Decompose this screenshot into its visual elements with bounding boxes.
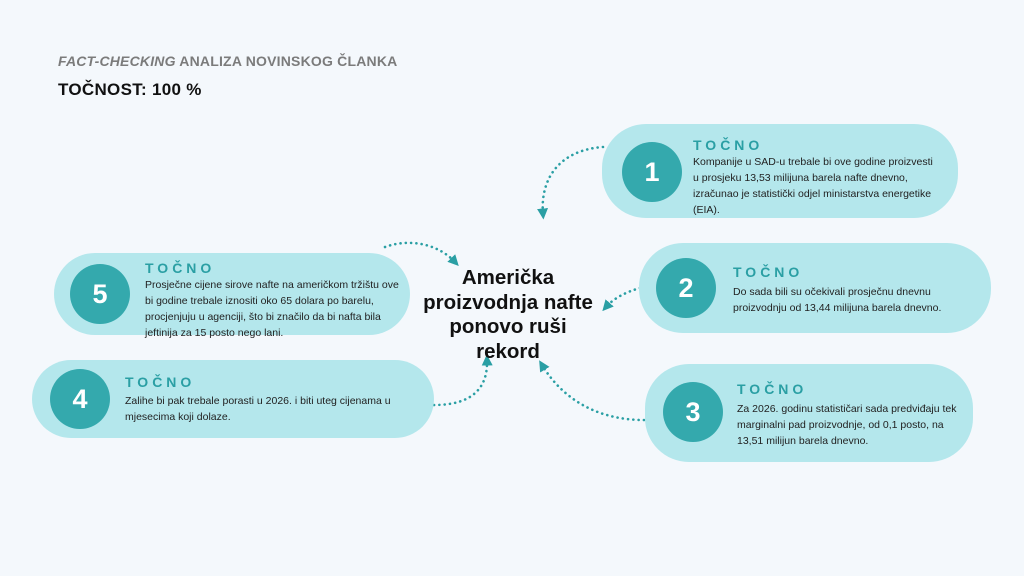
claim-number-badge-5: 5 [70,264,130,324]
arrow-3 [542,365,644,420]
claim-verdict-3: TOČNO [737,381,808,397]
claim-text-4: Zalihe bi pak trebale porasti u 2026. i biti uteg cijenama u mjesecima koji dolaze. [125,395,391,423]
arrow-2 [606,288,640,307]
claim-text-1: Kompanije u SAD-u trebale bi ove godine proizvesti u prosjeku 13,53 milijuna barela nafte dnevno, izračunao je statistički odjel ministarstva energetike (EIA). [693,156,933,216]
claim-verdict-2: TOČNO [733,264,804,280]
claim-number-badge-4: 4 [50,369,110,429]
claim-text-5: Prosječne cijene sirove nafte na američkom tržištu ove bi godine trebale iznositi oko 65 dolara po barelu, procjenjuju u agenciji, što bi značilo da bi nafta bila jeftinija za 15 posto nego lani. [145,279,399,339]
claim-number-badge-2: 2 [656,258,716,318]
accuracy-title: TOČNOST: 100 % [58,80,202,99]
claim-verdict-4: TOČNO [125,374,196,390]
claim-text-3: Za 2026. godinu statističari sada predviđaju tek marginalni pad proizvodnje, od 0,1 posto, na 13,51 milijun barela dnevno. [737,403,957,447]
analysis-label: ANALIZA NOVINSKOG ČLANKA [175,53,398,69]
claim-verdict-5: TOČNO [145,260,216,276]
arrow-5 [385,243,455,262]
arrow-1 [543,147,603,214]
center-topic: Američka proizvodnja nafte ponovo ruši rekord [423,266,593,363]
fact-checking-label: FACT-CHECKING [58,53,176,69]
claim-verdict-1: TOČNO [693,137,764,153]
arrow-4 [434,360,487,405]
claim-number-badge-3: 3 [663,382,723,442]
claim-text-2: Do sada bili su očekivali prosječnu dnevnu proizvodnju od 13,44 milijuna barela dnevno. [733,286,942,314]
claim-number-badge-1: 1 [622,142,682,202]
